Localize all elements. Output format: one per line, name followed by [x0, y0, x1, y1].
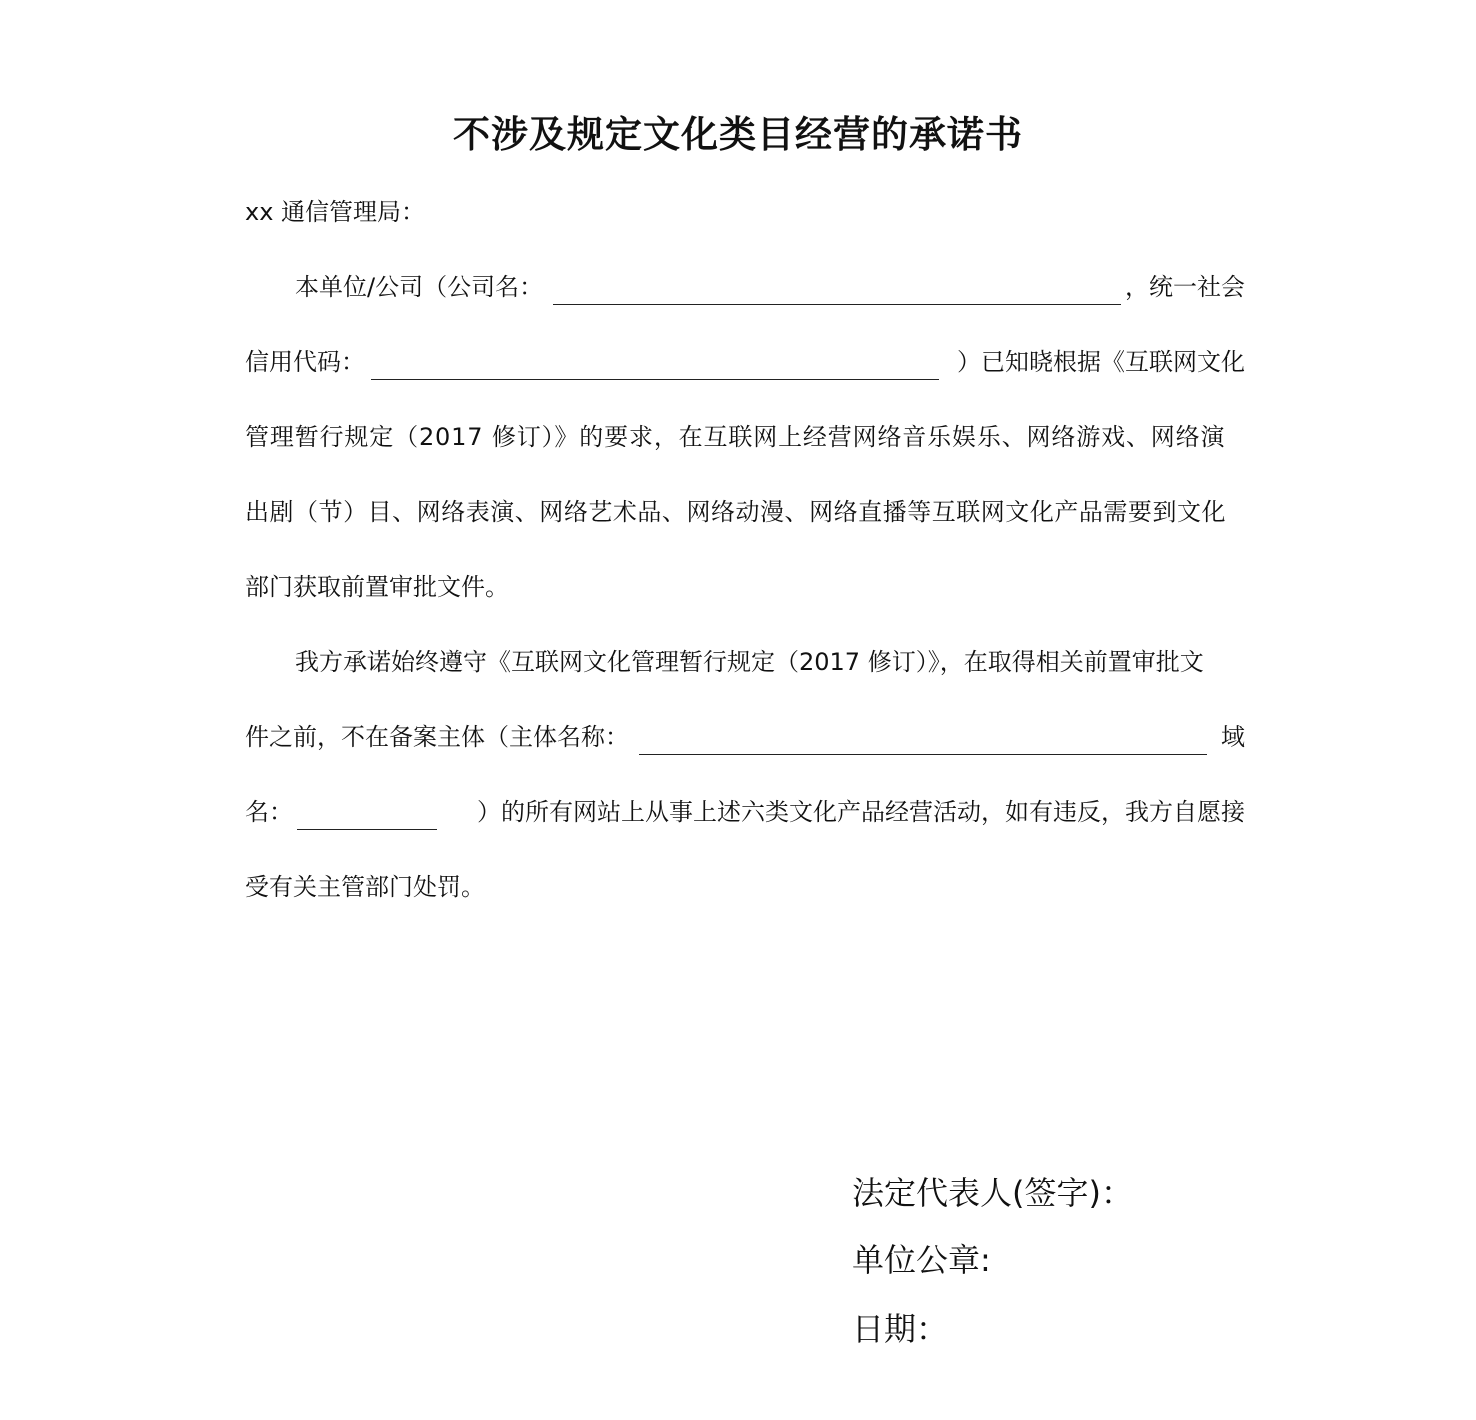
para2-line2-suffix: 域	[1221, 723, 1245, 751]
legal-representative-signature: 法定代表人(签字)：	[852, 1174, 1133, 1212]
para1-line2-prefix: 信用代码：	[245, 348, 365, 376]
company-name-blank[interactable]	[553, 276, 1121, 305]
para1-line4-text: 出剧（节）目、网络表演、网络艺术品、网络动漫、网络直播等互联网文化产品需要到文化	[245, 498, 1227, 526]
para1-line1-suffix: ，统一社会	[1125, 273, 1245, 301]
para2-line4	[245, 864, 1245, 910]
document-title: 不涉及规定文化类目经营的承诺书	[453, 113, 1023, 156]
para1-line5-text: 部门获取前置审批文件。	[245, 573, 509, 601]
para2-line2	[245, 714, 1245, 760]
para2-line3-suffix: ）的所有网站上从事上述六类文化产品经营活动，如有违反，我方自愿接	[477, 798, 1245, 826]
para1-line1-prefix: 本单位/公司（公司名：	[295, 273, 544, 301]
para1-line2-suffix: ）已知晓根据《互联网文化	[957, 348, 1245, 376]
salutation-text: xx 通信管理局：	[245, 198, 426, 226]
signature-date: 日期：	[852, 1310, 949, 1348]
company-seal: 单位公章:	[852, 1241, 991, 1279]
para1-line4	[245, 489, 1245, 535]
credit-code-blank[interactable]	[371, 351, 939, 380]
domain-blank[interactable]	[297, 801, 437, 830]
salutation	[245, 189, 1245, 235]
para1-line3-text: 管理暂行规定（2017 修订）》的要求，在互联网上经营网络音乐娱乐、网络游戏、网络演	[245, 423, 1226, 451]
subject-name-blank[interactable]	[639, 726, 1207, 755]
para2-line1-text: 我方承诺始终遵守《互联网文化管理暂行规定（2017 修订）》，在取得相关前置审批文	[295, 648, 1204, 676]
para2-line2-prefix: 件之前，不在备案主体（主体名称：	[245, 723, 629, 751]
para2-line3-prefix: 名：	[245, 798, 293, 826]
para2-line4-text: 受有关主管部门处罚。	[245, 873, 485, 901]
para2-line3	[245, 789, 1245, 835]
para1-line2	[245, 339, 1245, 385]
para2-line1	[245, 639, 1245, 685]
para1-line1	[245, 264, 1245, 310]
para1-line5	[245, 564, 1245, 610]
para1-line3	[245, 414, 1245, 460]
